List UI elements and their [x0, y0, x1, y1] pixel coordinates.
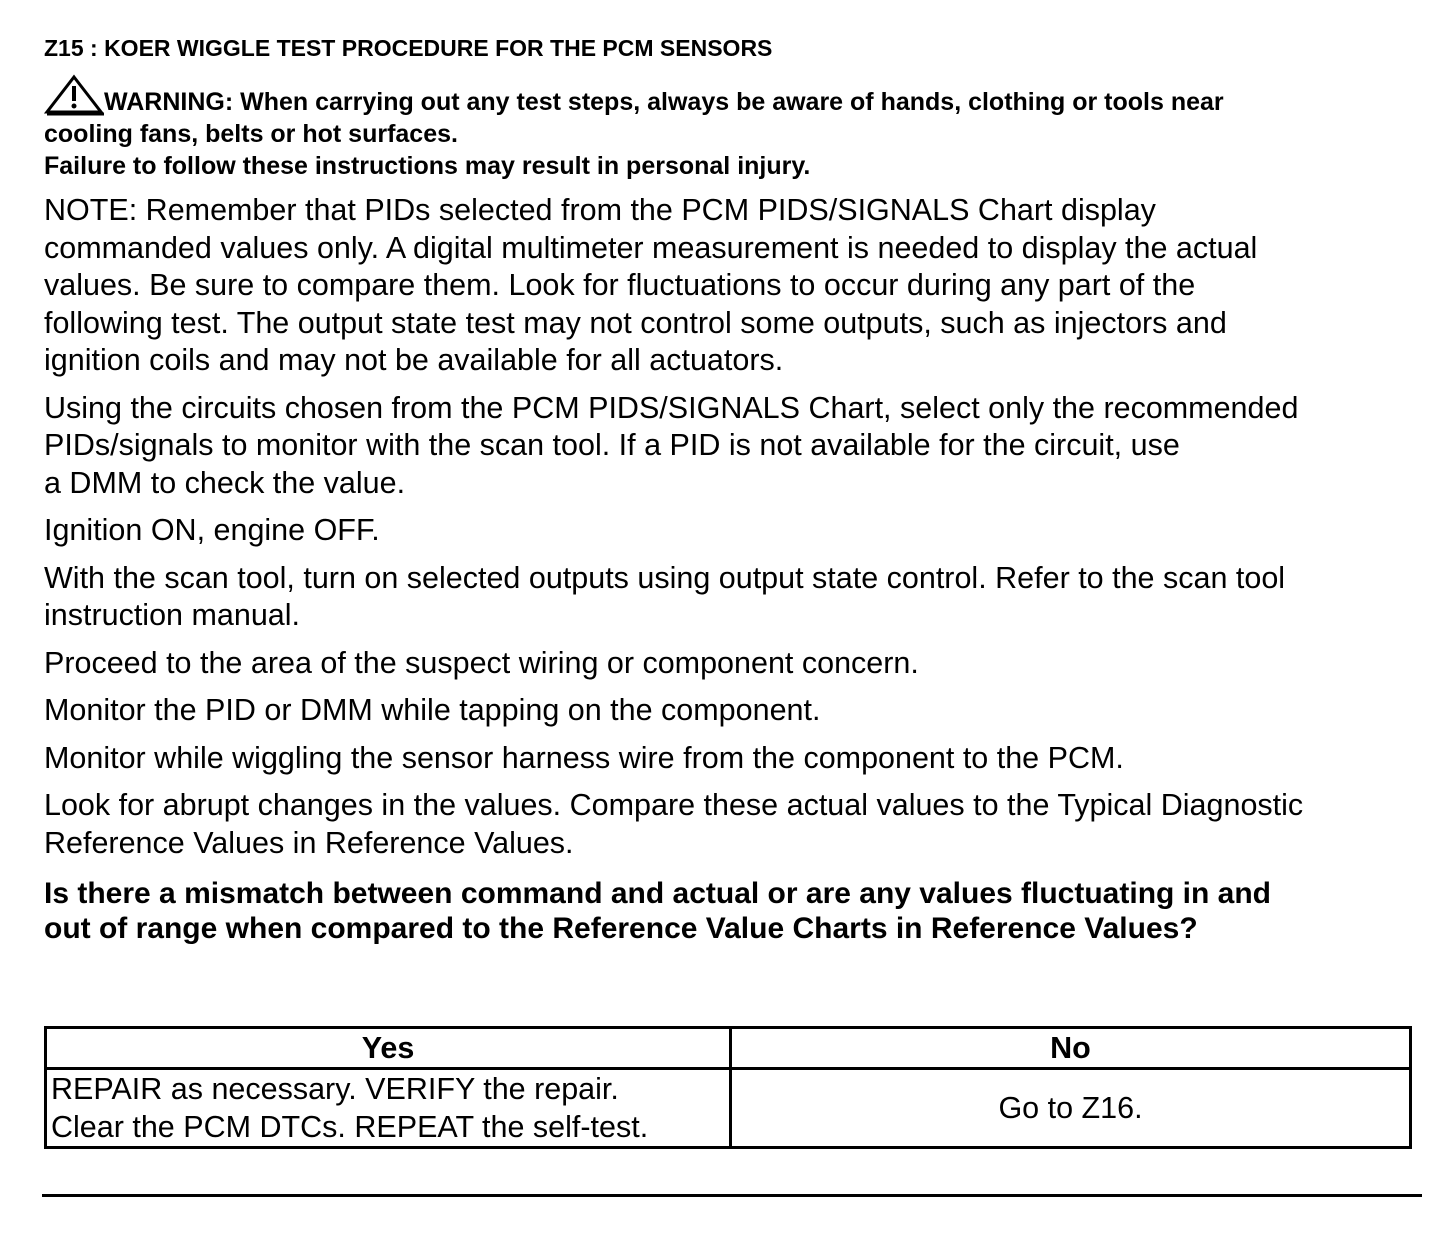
question-line-2: out of range when compared to the Reference Value Charts in Reference Values? — [44, 912, 1198, 945]
question-paragraph — [44, 876, 1434, 946]
no-cell: Go to Z16. — [731, 1069, 1411, 1148]
warning-line-1 — [44, 74, 1434, 118]
warning-triangle-icon — [44, 74, 104, 116]
warning-text-1: WARNING: When carrying out any test steps, always be aware of hands, clothing or tools near — [104, 88, 1224, 116]
warning-line-2: cooling fans, belts or hot surfaces. — [44, 120, 458, 148]
note-line-5: ignition coils and may not be available for all actuators. — [44, 343, 784, 377]
procedure-title: Z15 : KOER WIGGLE TEST PROCEDURE FOR THE PCM SENSORS — [44, 35, 773, 61]
question-line-1: Is there a mismatch between command and actual or are any values fluctuating in and — [44, 877, 1272, 910]
table-header-row — [46, 1028, 1411, 1069]
yes-line-2: Clear the PCM DTCs. REPEAT the self-test. — [51, 1110, 649, 1144]
scan-line-1: With the scan tool, turn on selected outputs using output state control. Refer to the scan tool — [44, 560, 1286, 595]
using-line-3: a DMM to check the value. — [44, 465, 406, 500]
note-paragraph — [44, 192, 1434, 380]
look-line-2: Reference Values in Reference Values. — [44, 825, 574, 860]
note-line-1: NOTE: Remember that PIDs selected from the PCM PIDS/SIGNALS Chart display — [44, 193, 1156, 227]
look-paragraph — [44, 787, 1434, 862]
look-line-1: Look for abrupt changes in the values. Compare these actual values to the Typical Diagnostic — [44, 788, 1304, 822]
monitor-tap-step: Monitor the PID or DMM while tapping on the component. — [44, 693, 821, 727]
using-line-2: PIDs/signals to monitor with the scan tool. If a PID is not available for the circuit, use — [44, 428, 1180, 462]
table-row — [46, 1069, 1411, 1148]
yes-cell — [46, 1069, 731, 1148]
no-header: No — [731, 1028, 1411, 1069]
note-line-3: values. Be sure to compare them. Look for fluctuations to occur during any part of the — [44, 268, 1196, 302]
note-line-2: commanded values only. A digital multimeter measurement is needed to display the actual — [44, 230, 1258, 265]
scan-line-2: instruction manual. — [44, 598, 300, 632]
note-line-4: following test. The output state test may not control some outputs, such as injectors and — [44, 305, 1227, 340]
warning-line-3: Failure to follow these instructions may result in personal injury. — [44, 152, 811, 180]
yes-header: Yes — [46, 1028, 731, 1069]
proceed-step: Proceed to the area of the suspect wiring or component concern. — [44, 645, 919, 680]
scan-tool-paragraph — [44, 560, 1434, 635]
bottom-divider — [42, 1194, 1422, 1197]
ignition-step: Ignition ON, engine OFF. — [44, 513, 380, 547]
using-paragraph — [44, 390, 1434, 503]
yes-line-1: REPAIR as necessary. VERIFY the repair. — [51, 1072, 619, 1106]
warning-block — [44, 74, 1434, 182]
using-line-1: Using the circuits chosen from the PCM PIDS/SIGNALS Chart, select only the recommended — [44, 390, 1299, 425]
yes-no-table — [44, 1026, 1412, 1149]
monitor-wiggle-step: Monitor while wiggling the sensor harness wire from the component to the PCM. — [44, 740, 1124, 775]
document-page — [44, 30, 1434, 1144]
